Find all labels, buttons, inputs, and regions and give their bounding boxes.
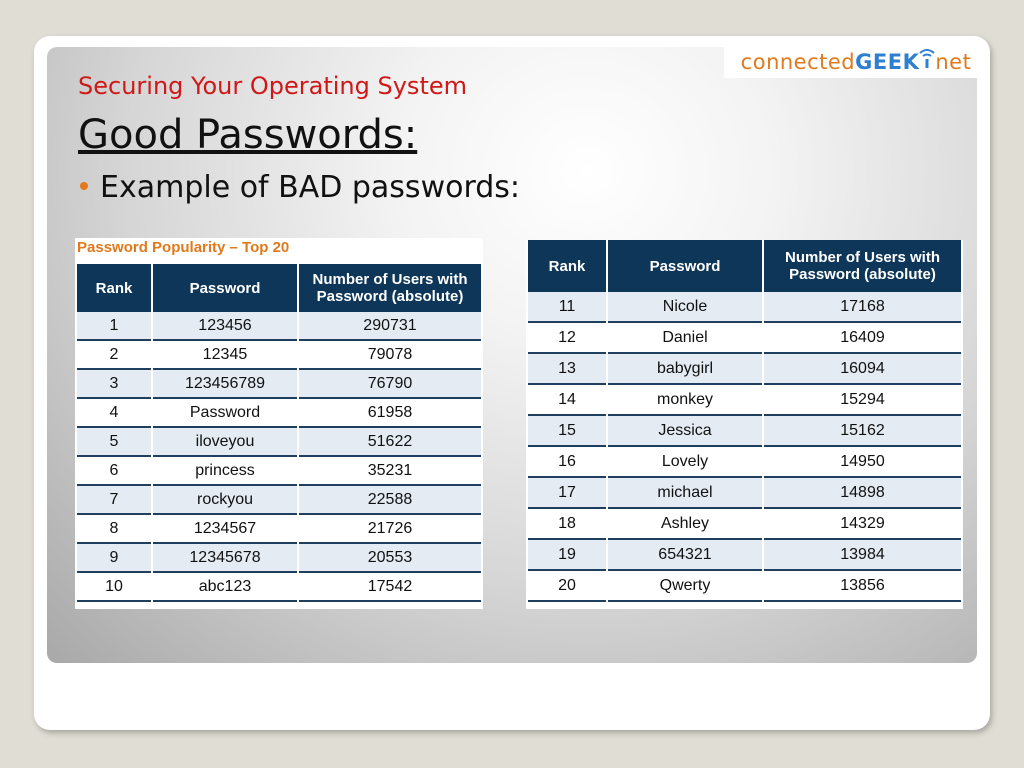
cell-users: 21726 [299,515,481,544]
cell-users: 15162 [764,416,961,447]
header-users: Number of Users with Password (absolute) [299,264,481,312]
header-password: Password [608,240,762,292]
wifi-icon [919,46,935,78]
password-table-1 [75,264,483,602]
logo-text-geek: GEEK [855,50,920,74]
table-row [528,540,961,571]
logo-text-net: net [935,50,972,74]
cell-password: 654321 [608,540,762,571]
cell-users: 14329 [764,509,961,540]
cell-users: 61958 [299,399,481,428]
cell-password: princess [153,457,297,486]
cell-rank: 12 [528,323,606,354]
table-row [77,312,481,341]
cell-rank: 5 [77,428,151,457]
cell-password: 1234567 [153,515,297,544]
table-row [77,428,481,457]
header-rank: Rank [528,240,606,292]
cell-rank: 2 [77,341,151,370]
table-row [77,399,481,428]
cell-users: 20553 [299,544,481,573]
table-row [77,486,481,515]
cell-rank: 3 [77,370,151,399]
table-row [528,571,961,602]
header-password: Password [153,264,297,312]
cell-users: 16094 [764,354,961,385]
cell-users: 14898 [764,478,961,509]
cell-password: michael [608,478,762,509]
cell-password: 12345 [153,341,297,370]
cell-password: Nicole [608,292,762,323]
password-table-2 [526,240,963,602]
cell-users: 51622 [299,428,481,457]
cell-password: 12345678 [153,544,297,573]
cell-rank: 11 [528,292,606,323]
table-row [528,509,961,540]
logo-text-connected: connected [740,50,856,74]
cell-rank: 13 [528,354,606,385]
cell-rank: 19 [528,540,606,571]
cell-password: monkey [608,385,762,416]
cell-password: Lovely [608,447,762,478]
cell-rank: 6 [77,457,151,486]
cell-users: 22588 [299,486,481,515]
cell-password: babygirl [608,354,762,385]
table-row [528,385,961,416]
table-caption: Password Popularity – Top 20 [77,239,290,256]
cell-rank: 9 [77,544,151,573]
cell-users: 13984 [764,540,961,571]
cell-password: abc123 [153,573,297,602]
header-users: Number of Users with Password (absolute) [764,240,961,292]
table-row [528,323,961,354]
table-row [77,544,481,573]
table-row [528,354,961,385]
slide-subtitle: Securing Your Operating System [78,72,467,100]
cell-password: Qwerty [608,571,762,602]
table-row [77,341,481,370]
password-table-top10 [75,238,483,609]
cell-rank: 17 [528,478,606,509]
cell-users: 290731 [299,312,481,341]
connectedgeek-logo [724,46,988,78]
cell-rank: 15 [528,416,606,447]
table-row [528,416,961,447]
cell-password: iloveyou [153,428,297,457]
table-row [528,478,961,509]
bullet-text: Example of BAD passwords: [100,170,521,205]
table-row [77,457,481,486]
cell-rank: 20 [528,571,606,602]
cell-users: 13856 [764,571,961,602]
bullet-item [80,170,520,205]
cell-rank: 8 [77,515,151,544]
cell-rank: 7 [77,486,151,515]
cell-password: Jessica [608,416,762,447]
cell-users: 17542 [299,573,481,602]
cell-users: 35231 [299,457,481,486]
table-row [77,573,481,602]
cell-password: 123456 [153,312,297,341]
cell-rank: 18 [528,509,606,540]
cell-rank: 14 [528,385,606,416]
cell-password: Password [153,399,297,428]
cell-password: Daniel [608,323,762,354]
cell-password: rockyou [153,486,297,515]
cell-users: 16409 [764,323,961,354]
header-rank: Rank [77,264,151,312]
cell-password: Ashley [608,509,762,540]
cell-rank: 4 [77,399,151,428]
cell-users: 14950 [764,447,961,478]
table-row [528,292,961,323]
cell-rank: 1 [77,312,151,341]
table-row [528,447,961,478]
bullet-dot-icon [80,182,88,190]
cell-users: 76790 [299,370,481,399]
slide-title: Good Passwords: [78,112,418,158]
table-row [77,515,481,544]
password-table-11-20 [526,240,963,609]
cell-password: 123456789 [153,370,297,399]
cell-rank: 16 [528,447,606,478]
cell-users: 79078 [299,341,481,370]
cell-users: 17168 [764,292,961,323]
cell-users: 15294 [764,385,961,416]
table-row [77,370,481,399]
cell-rank: 10 [77,573,151,602]
